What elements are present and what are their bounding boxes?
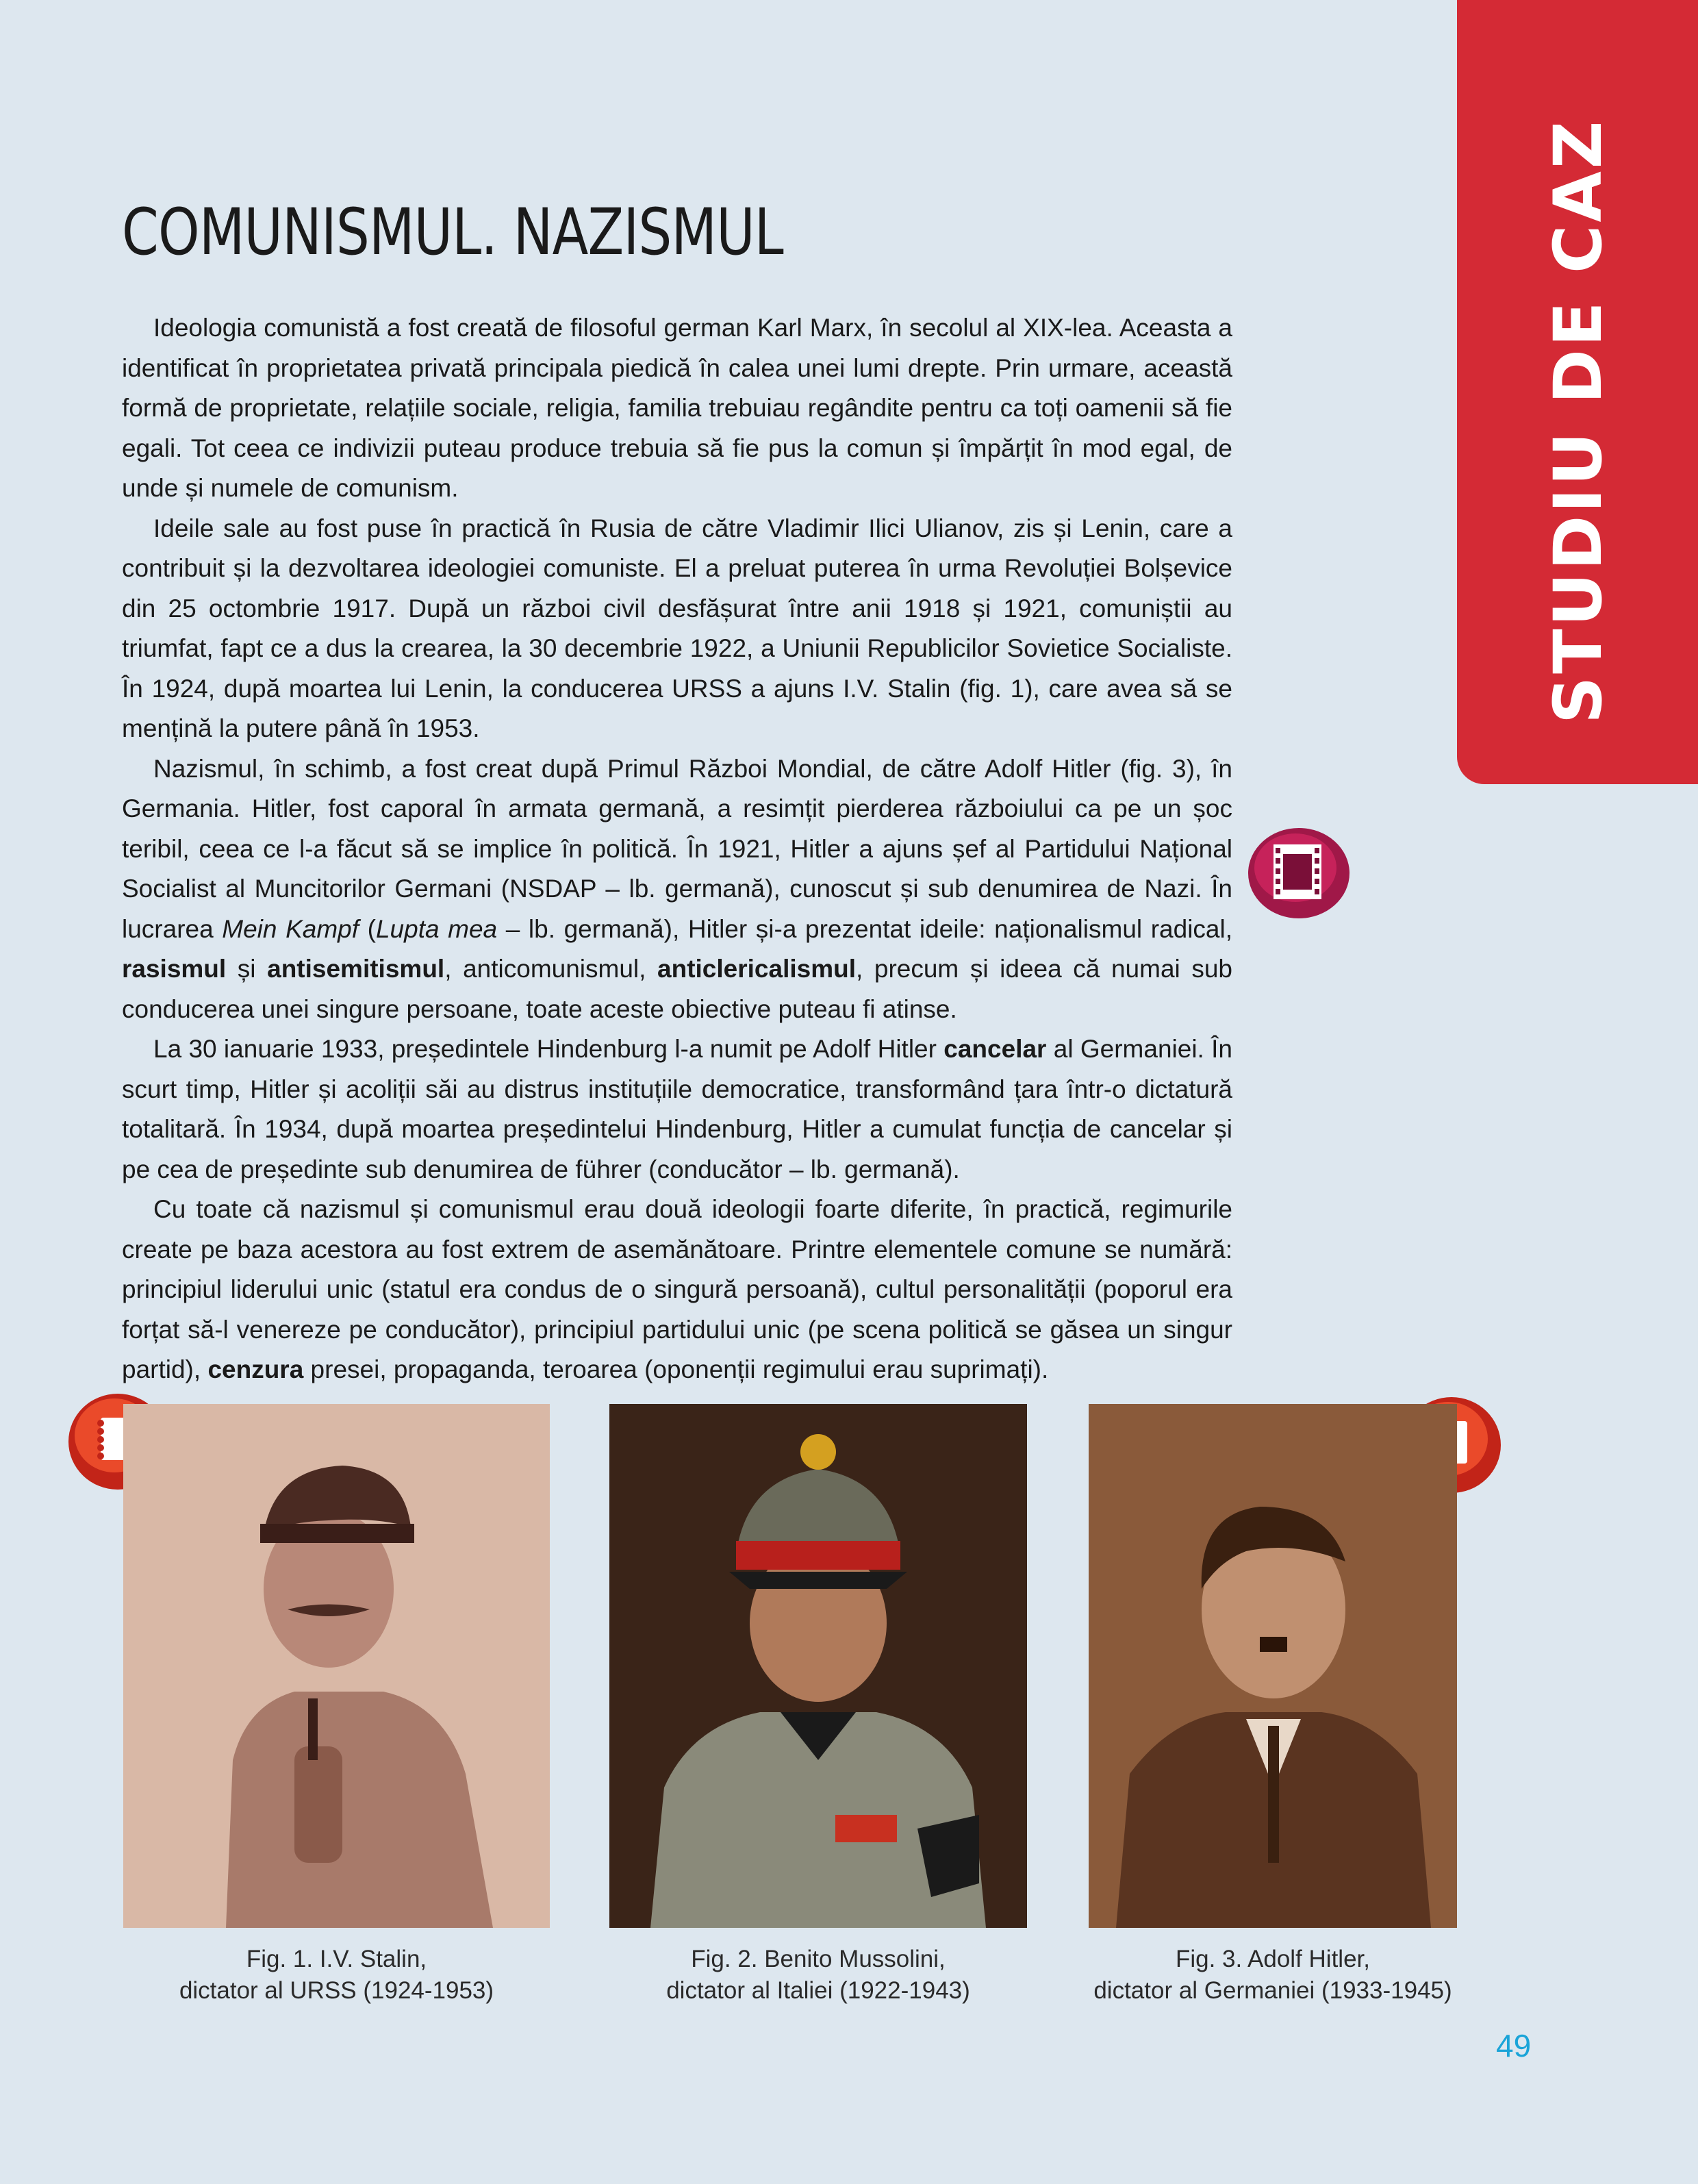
article-body — [122, 308, 1232, 1390]
page-number: 49 — [1496, 2028, 1532, 2063]
term-antisemitismul: antisemitismul — [267, 955, 445, 983]
paragraph-3: Nazismul, în schimb, a fost creat după Primul Război Mondial, de către Adolf Hitler (fig. 3), în Germania. Hitler, fost caporal în armata germană, a resimțit pierderea războiului ca pe un șoc teribil, ceea ce l-a făcut să se implice în politică. În 1921, Hitler a ajuns șef al Partidului Național Socialist al Muncitorilor Germani (NSDAP – lb. germană), cunoscut și sub denumirea de Nazi. În lucrarea Mein Kampf (Lupta mea – lb. germană), Hitler și-a prezentat ideile: naționalismul radical, rasismul și antisemitismul, anticomunismul, anticlericalismul, precum și ideea că numai sub conducerea unei singure persoane, toate aceste obiective puteau fi atinse. — [122, 754, 1232, 1023]
paragraph-2: Ideile sale au fost puse în practică în Rusia de către Vladimir Ilici Ulianov, zis și Lenin, care a contribuit și la dezvoltarea ideologiei comuniste. El a preluat puterea în urma Revoluției Bolșevice din 25 octombrie 1917. După un război civil desfășurat între anii 1918 și 1921, comuniștii au triumfat, fapt ce a dus la crearea, la 30 decembrie 1922, a Uniunii Republicilor Sovietice Socialiste. În 1924, după moartea lui Lenin, la conducerea URSS a ajuns I.V. Stalin (fig. 1), care avea să se mențină la putere până în 1953. — [122, 514, 1232, 742]
term-anticlericalismul: anticlericalismul — [657, 955, 856, 983]
photo-mussolini — [609, 1404, 1027, 1928]
page-title: COMUNISMUL. NAZISMUL — [122, 195, 783, 270]
term-cancelar: cancelar — [943, 1035, 1047, 1063]
figure-caption-2: Fig. 2. Benito Mussolini, dictator al Italiei (1922-1943) — [666, 1946, 970, 2004]
photo-stalin — [123, 1404, 550, 1928]
term-rasismul: rasismul — [122, 955, 227, 983]
term-cenzura: cenzura — [207, 1355, 304, 1383]
paragraph-4: La 30 ianuarie 1933, președintele Hindenburg l-a numit pe Adolf Hitler cancelar al Germaniei. În scurt timp, Hitler și acoliții săi au distrus instituțiile democratice, transformând țara într-o dictatură totalitară. În 1934, după moartea președintelui Hindenburg, Hitler a cumulat funcția de cancelar și pe cea de președinte sub denumirea de führer (conducător – lb. germană). — [122, 1035, 1233, 1183]
figure-caption-1: Fig. 1. I.V. Stalin, dictator al URSS (1924-1953) — [179, 1946, 494, 2004]
paragraph-1: Ideologia comunistă a fost creată de filosoful german Karl Marx, în secolul al XIX-lea. Aceasta a identificat în proprietatea privată principala piedică în calea unei lumi drepte. Prin urmare, această formă de proprietate, relațiile sociale, religia, familia trebuiau regândite pentru ca toți oamenii să fie egali. Tot ceea ce indivizii puteau produce trebuia să fie pus la comun și împărțit în mod egal, de unde și numele de comunism. — [122, 314, 1232, 502]
photo-hitler — [1089, 1404, 1457, 1928]
figure-caption-3: Fig. 3. Adolf Hitler, dictator al Germaniei (1933-1945) — [1093, 1946, 1452, 2004]
film-icon[interactable] — [1246, 825, 1352, 921]
side-tab-label: STUDIU DE CAZ — [1540, 118, 1617, 725]
paragraph-5: Cu toate că nazismul și comunismul erau două ideologii foarte diferite, în practică, regimurile create pe baza acestora au fost extrem de asemănătoare. Printre elementele comune se numără: principiul liderului unic (statul era condus de o singură persoană), cultul personalității (poporul era forțat să-l venereze pe conducător), principiul partidului unic (pe scena politică se găsea un singur partid), cenzura presei, propaganda, teroarea (oponenții regimului erau suprimați). — [122, 1195, 1232, 1383]
